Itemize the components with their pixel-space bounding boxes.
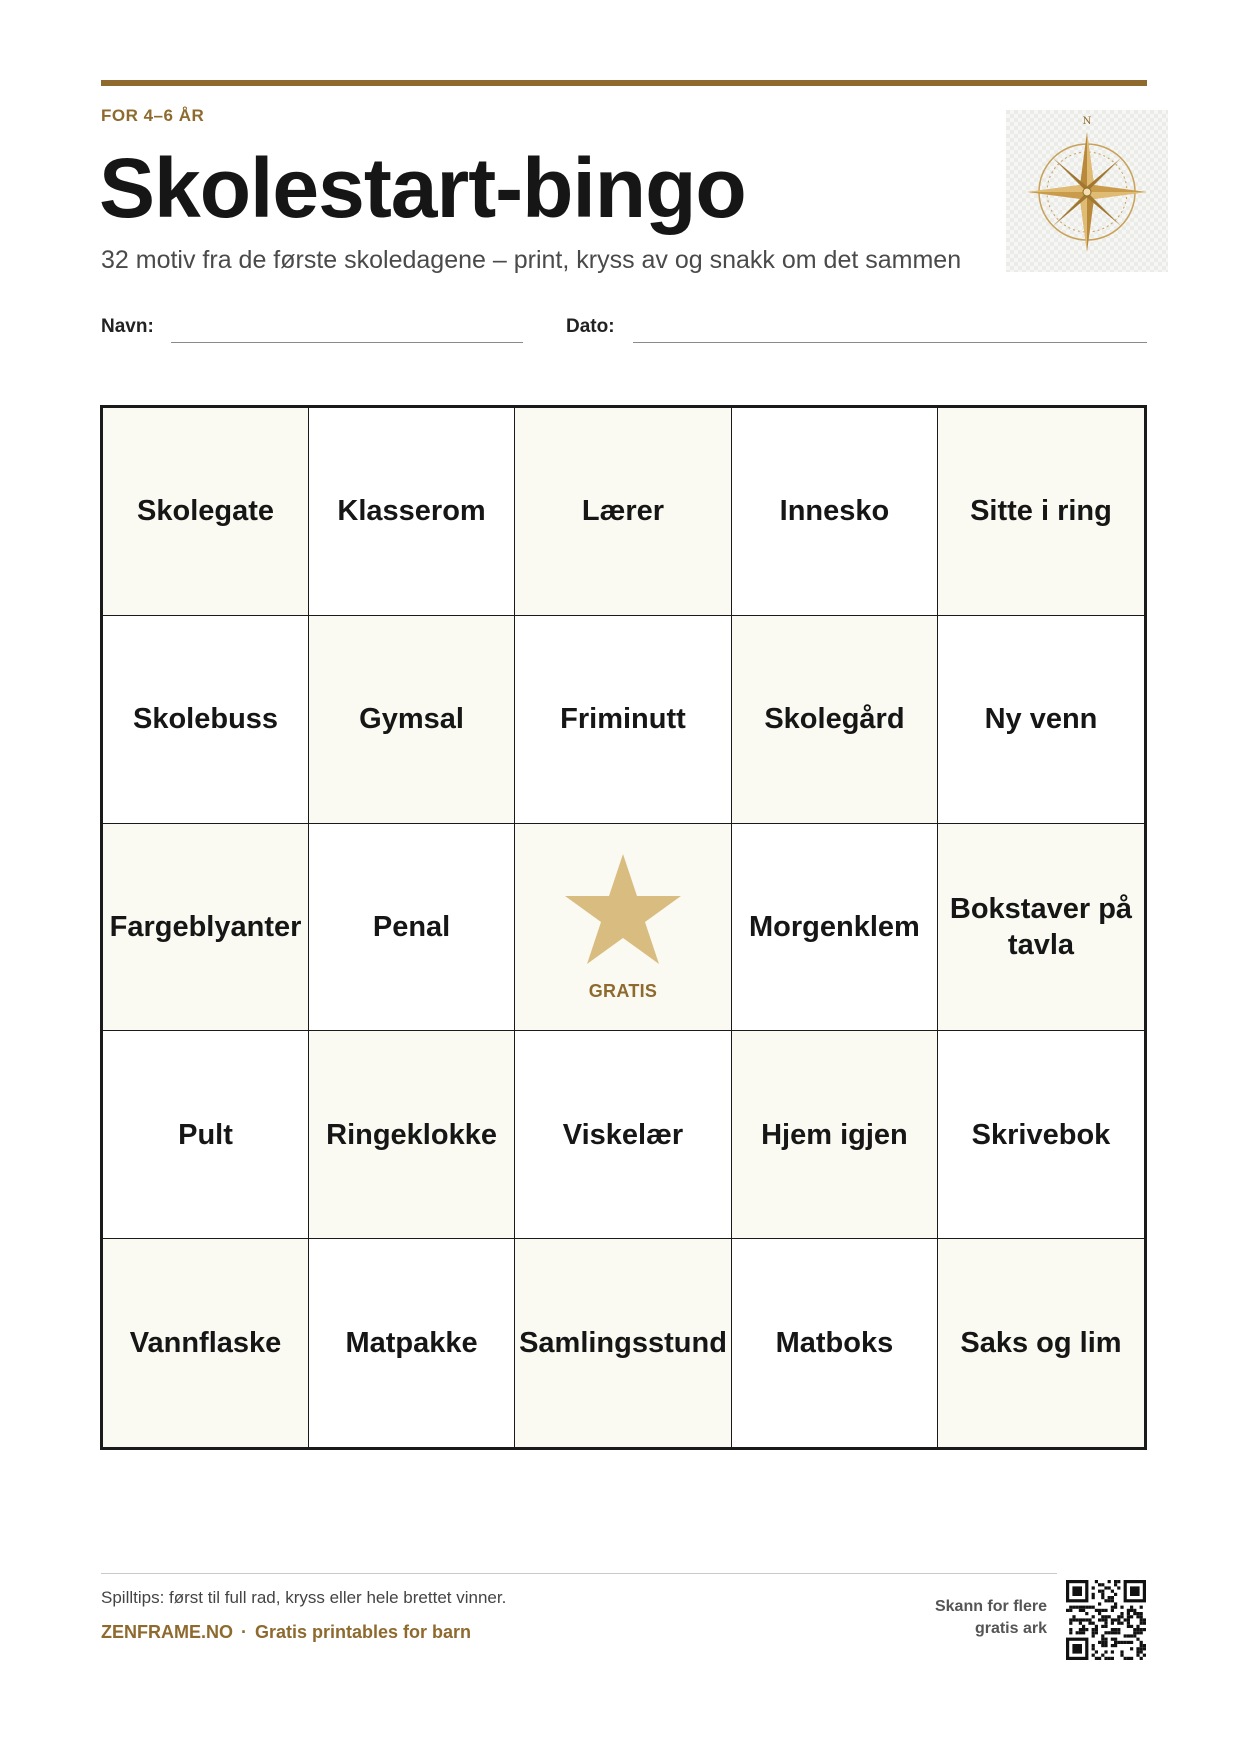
bingo-cell-label: Klasserom <box>337 495 486 528</box>
bingo-cell[interactable] <box>103 408 309 616</box>
bingo-cell-label: Bokstaver på tavla <box>949 892 1133 961</box>
name-line[interactable] <box>171 342 523 343</box>
bingo-cell-label: Samlingsstund <box>519 1326 727 1359</box>
date-line[interactable] <box>633 342 1147 343</box>
brand-name[interactable]: ZENFRAME.NO <box>101 1622 233 1642</box>
bingo-cell[interactable] <box>938 616 1144 824</box>
top-accent-bar <box>101 80 1147 86</box>
bingo-cell-label: Saks og lim <box>960 1326 1122 1359</box>
bingo-cell-label: Friminutt <box>560 703 686 736</box>
bingo-cell-label: Matboks <box>775 1326 894 1359</box>
bingo-cell[interactable] <box>938 824 1144 1032</box>
bingo-cell[interactable] <box>103 824 309 1032</box>
bingo-cell[interactable] <box>309 1031 515 1239</box>
bingo-board <box>100 405 1147 1450</box>
bingo-cell-label: Viskelær <box>562 1118 684 1151</box>
bingo-cell-free[interactable] <box>515 824 732 1032</box>
bingo-cell[interactable] <box>103 1031 309 1239</box>
bingo-cell-label: Fargeblyanter <box>109 910 302 943</box>
compass-icon <box>1006 110 1168 272</box>
bingo-cell[interactable] <box>309 616 515 824</box>
bingo-cell[interactable] <box>515 408 732 616</box>
bingo-cell[interactable] <box>732 1031 938 1239</box>
compass-rose-image <box>1006 110 1168 272</box>
bingo-cell-label: Skrivebok <box>971 1118 1111 1151</box>
bingo-cell-label: Sitte i ring <box>970 495 1112 528</box>
bingo-cell[interactable] <box>732 824 938 1032</box>
bingo-cell[interactable] <box>515 1239 732 1447</box>
bingo-cell[interactable] <box>938 1031 1144 1239</box>
name-label: Navn: <box>101 316 154 337</box>
bingo-cell[interactable] <box>103 1239 309 1447</box>
bingo-cell-label: Lærer <box>581 495 665 528</box>
scan-line-1: Skann for flere <box>934 1598 1047 1615</box>
bingo-cell-label: Matpakke <box>345 1326 478 1359</box>
bingo-cell[interactable] <box>732 616 938 824</box>
free-space <box>563 852 683 1003</box>
bingo-cell-label: Skolegård <box>764 703 905 736</box>
bingo-cell[interactable] <box>515 1031 732 1239</box>
bingo-cell[interactable] <box>103 616 309 824</box>
page-title: Skolestart-bingo <box>99 141 746 235</box>
date-label: Dato: <box>566 316 615 337</box>
bingo-cell-label: Innesko <box>779 495 890 528</box>
free-label: GRATIS <box>588 980 658 1001</box>
bingo-cell-label: Skolegate <box>137 495 275 528</box>
bingo-cell[interactable] <box>309 408 515 616</box>
bingo-cell-label: Penal <box>372 910 451 943</box>
bingo-cell-label: Pult <box>178 1118 233 1151</box>
bingo-cell[interactable] <box>515 616 732 824</box>
bingo-cell[interactable] <box>309 1239 515 1447</box>
qr-code-icon[interactable] <box>1066 1580 1146 1660</box>
brand-line <box>101 1622 471 1643</box>
footer-divider <box>101 1573 1057 1574</box>
bingo-cell-label: Morgenklem <box>749 910 920 943</box>
bingo-cell-label: Skolebuss <box>132 703 279 736</box>
page-subtitle: 32 motiv fra de første skoledagene – print, kryss av og snakk om det sammen <box>101 246 962 274</box>
bingo-cell[interactable] <box>938 1239 1144 1447</box>
scan-text <box>935 1596 1047 1641</box>
bingo-cell[interactable] <box>309 824 515 1032</box>
star-icon <box>563 852 683 966</box>
bingo-cell-label: Ny venn <box>984 703 1098 736</box>
play-tip: Spilltips: først til full rad, kryss eller hele brettet vinner. <box>101 1588 507 1607</box>
bingo-cell-label: Vannflaske <box>129 1326 282 1359</box>
scan-line-2: gratis ark <box>974 1620 1047 1638</box>
bingo-cell[interactable] <box>732 408 938 616</box>
age-label: FOR 4–6 ÅR <box>101 106 205 125</box>
bingo-cell[interactable] <box>938 408 1144 616</box>
bingo-cell-label: Gymsal <box>359 703 464 736</box>
brand-tagline: Gratis printables for barn <box>255 1622 472 1642</box>
brand-separator: · <box>241 1622 247 1642</box>
svg-text:N: N <box>1082 116 1092 127</box>
bingo-cell-label: Hjem igjen <box>761 1118 908 1151</box>
bingo-cell-label: Ringeklokke <box>326 1118 497 1151</box>
bingo-cell[interactable] <box>732 1239 938 1447</box>
